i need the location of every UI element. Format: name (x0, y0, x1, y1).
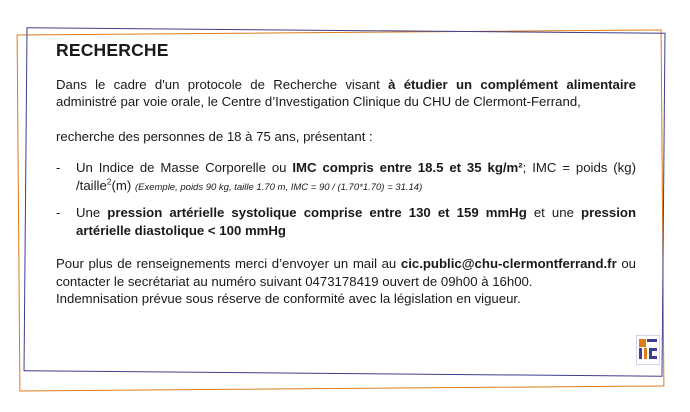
bullet-dash: - (56, 205, 61, 220)
contact-email[interactable]: cic.public@chu-clermontferrand.fr (400, 256, 617, 271)
imc-text-3: (m) (111, 177, 135, 193)
imc-example: (Exemple, poids 90 kg, taille 1.70 m, IMC = 90 / (1.70*1.70) = 31.14) (134, 181, 423, 193)
imc-bold-text: IMC compris entre 18.5 et 35 kg/m² (292, 160, 523, 175)
announcement-body (56, 42, 636, 308)
contact-text-1: Pour plus de renseignements merci d’envoyer un mail au (56, 256, 401, 271)
cic-logo (636, 335, 660, 365)
contact-paragraph (56, 255, 636, 290)
pressure-text-1: Une (76, 205, 108, 220)
imc-text-2: ; IMC = poids (kg) /taille (76, 160, 636, 193)
indemnity-line: Indemnisation prévue sous réserve de conformité avec la législation en vigueur. (56, 291, 521, 306)
contact-text-2: ou contacter le secrétariat au numéro suivant 0473178419 ouvert de 09h00 à 16h00. (56, 256, 636, 289)
bullet-dash: - (56, 160, 61, 175)
imc-superscript: 2 (106, 176, 112, 187)
page-title: RECHERCHE (56, 40, 169, 60)
intro-text-1: Dans le cadre d'un protocole de Recherche visant (56, 76, 389, 92)
imc-text-1: Un Indice de Masse Corporelle ou (76, 160, 293, 175)
search-line: recherche des personnes de 18 à 75 ans, présentant : (56, 128, 373, 144)
criteria-item-pressure (56, 204, 636, 239)
criteria-item-imc (56, 159, 636, 196)
pressure-bold-2: pression artérielle diastolique < 100 mmHg (76, 205, 636, 238)
pressure-bold-1: pression artérielle systolique comprise entre 130 et 159 mmHg (107, 205, 527, 220)
intro-paragraph (56, 76, 636, 111)
intro-text-2: administré par voie orale, le Centre d’Investigation Clinique du CHU de Clermont-Ferrand, (56, 94, 581, 109)
intro-bold-text: à étudier un complément alimentaire (388, 76, 636, 92)
pressure-text-2: et une (526, 205, 582, 220)
criteria-list (56, 159, 636, 239)
